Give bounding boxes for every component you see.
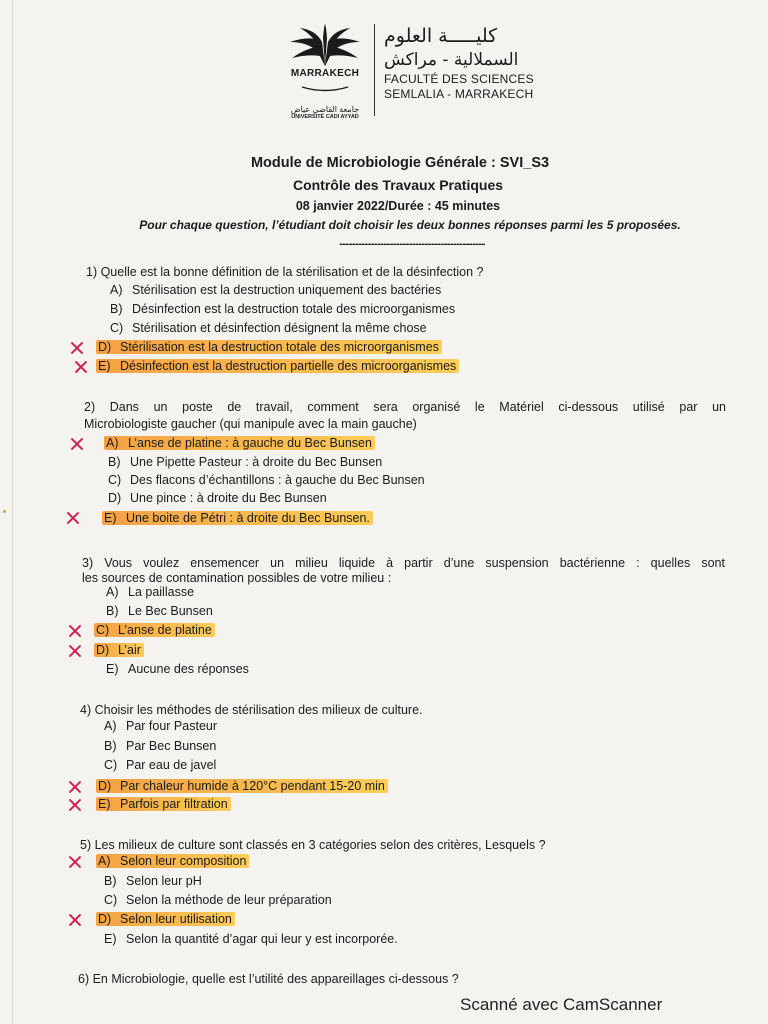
exam-instruction: Pour chaque question, l’étudiant doit choisir les deux bonnes réponses parmi les 5 proposées. <box>139 218 681 232</box>
question-3-text-line1: 3) Vous voulez ensemencer un milieu liquide à partir d’une suspension bactérienne : quelles sont <box>82 556 725 570</box>
camscanner-watermark: Scanné avec CamScanner <box>460 995 663 1014</box>
q5-option-c: C) Selon la méthode de leur préparation <box>104 893 332 907</box>
q1-option-c: C) Stérilisation et désinfection désignent la même chose <box>110 321 427 335</box>
q4-option-c: C) Par eau de javel <box>104 758 217 772</box>
q3-option-b: B) Le Bec Bunsen <box>106 604 213 618</box>
q1-option-a: A) Stérilisation est la destruction uniquement des bactéries <box>110 283 442 297</box>
question-4-text: 4) Choisir les méthodes de stérilisation des milieux de culture. <box>80 703 423 717</box>
question-5-text: 5) Les milieux de culture sont classés en 3 catégories selon des critères, Lesquels ? <box>80 838 546 852</box>
q5-option-e: E) Selon la quantité d’agar qui leur y est incorporée. <box>104 932 398 946</box>
q5-option-d: D) Selon leur utilisation <box>96 910 235 928</box>
answer-cross-icon <box>68 798 82 812</box>
answer-cross-icon <box>68 644 82 658</box>
q1-option-b: B) Désinfection est la destruction totale des microorganismes <box>110 302 456 316</box>
page-edge <box>12 0 13 1024</box>
q5-option-b: B) Selon leur pH <box>104 874 202 888</box>
module-title: Module de Microbiologie Générale : SVI_S3 <box>250 155 550 171</box>
question-3-text-line2: les sources de contamination possibles de votre milieu : <box>82 571 392 585</box>
answer-cross-icon <box>74 360 88 374</box>
question-2-text-line2: Microbiologiste gaucher (qui manipule avec la main gauche) <box>84 417 417 431</box>
answer-cross-icon <box>68 855 82 869</box>
q1-option-d: D) Stérilisation est la destruction totale des microorganismes <box>96 338 442 356</box>
q4-option-b: B) Par Bec Bunsen <box>104 739 217 753</box>
faculty-arabic-line1: كليـــــة العلوم <box>384 25 498 47</box>
exam-date: 08 janvier 2022/Durée : 45 minutes <box>295 199 501 213</box>
logo-university-french: UNIVERSITÉ CADI AYYAD <box>291 114 359 120</box>
question-1-text: 1) Quelle est la bonne définition de la stérilisation et de la désinfection ? <box>86 265 484 279</box>
logo-university-arabic: جامعة القاضي عياض <box>290 105 360 114</box>
q5-option-a: A) Selon leur composition <box>96 852 249 870</box>
palm-logo-icon <box>286 22 364 68</box>
answer-cross-icon <box>70 437 84 451</box>
logo-city-label: MARRAKECH <box>290 68 360 79</box>
q3-option-d: D) L’air <box>94 641 144 659</box>
q3-option-c: C) L’anse de platine <box>94 621 215 639</box>
q4-option-d: D) Par chaleur humide à 120°C pendant 15-20 min <box>96 777 388 795</box>
question-2-text-line1: 2) Dans un poste de travail, comment sera organisé le Matériel ci-dessous utilisé par un <box>84 400 726 414</box>
question-6-text: 6) En Microbiologie, quelle est l’utilité des appareillages ci-dessous ? <box>78 972 459 986</box>
answer-cross-icon <box>68 913 82 927</box>
scan-speck <box>3 510 6 513</box>
answer-cross-icon <box>68 780 82 794</box>
q4-option-a: A) Par four Pasteur <box>104 719 218 733</box>
title-separator: ---------------------------------------------- <box>339 238 485 250</box>
q2-option-a: A) L’anse de platine : à gauche du Bec Bunsen <box>104 434 375 452</box>
q2-option-d: D) Une pince : à droite du Bec Bunsen <box>108 491 327 505</box>
faculty-french-line2: SEMLALIA - MARRAKECH <box>384 87 534 101</box>
q2-option-c: C) Des flacons d’échantillons : à gauche du Bec Bunsen <box>108 473 425 487</box>
header-divider <box>374 24 375 116</box>
exam-title: Contrôle des Travaux Pratiques <box>292 177 504 193</box>
logo-underline-icon <box>300 86 350 92</box>
q2-option-b: B) Une Pipette Pasteur : à droite du Bec Bunsen <box>108 455 383 469</box>
q2-option-e: E) Une boite de Pétri : à droite du Bec Bunsen. <box>102 509 373 527</box>
q3-option-e: E) Aucune des réponses <box>106 662 249 676</box>
answer-cross-icon <box>68 624 82 638</box>
faculty-french-line1: FACULTÉ DES SCIENCES <box>384 72 534 86</box>
q4-option-e: E) Parfois par filtration <box>96 795 231 813</box>
faculty-name-block <box>384 24 564 102</box>
faculty-arabic-line2: السملالية - مراكش <box>384 50 519 70</box>
university-logo <box>278 22 372 118</box>
q1-option-e: E) Désinfection est la destruction partielle des microorganismes <box>96 357 459 375</box>
q3-option-a: A) La paillasse <box>106 585 195 599</box>
answer-cross-icon <box>66 511 80 525</box>
answer-cross-icon <box>70 341 84 355</box>
